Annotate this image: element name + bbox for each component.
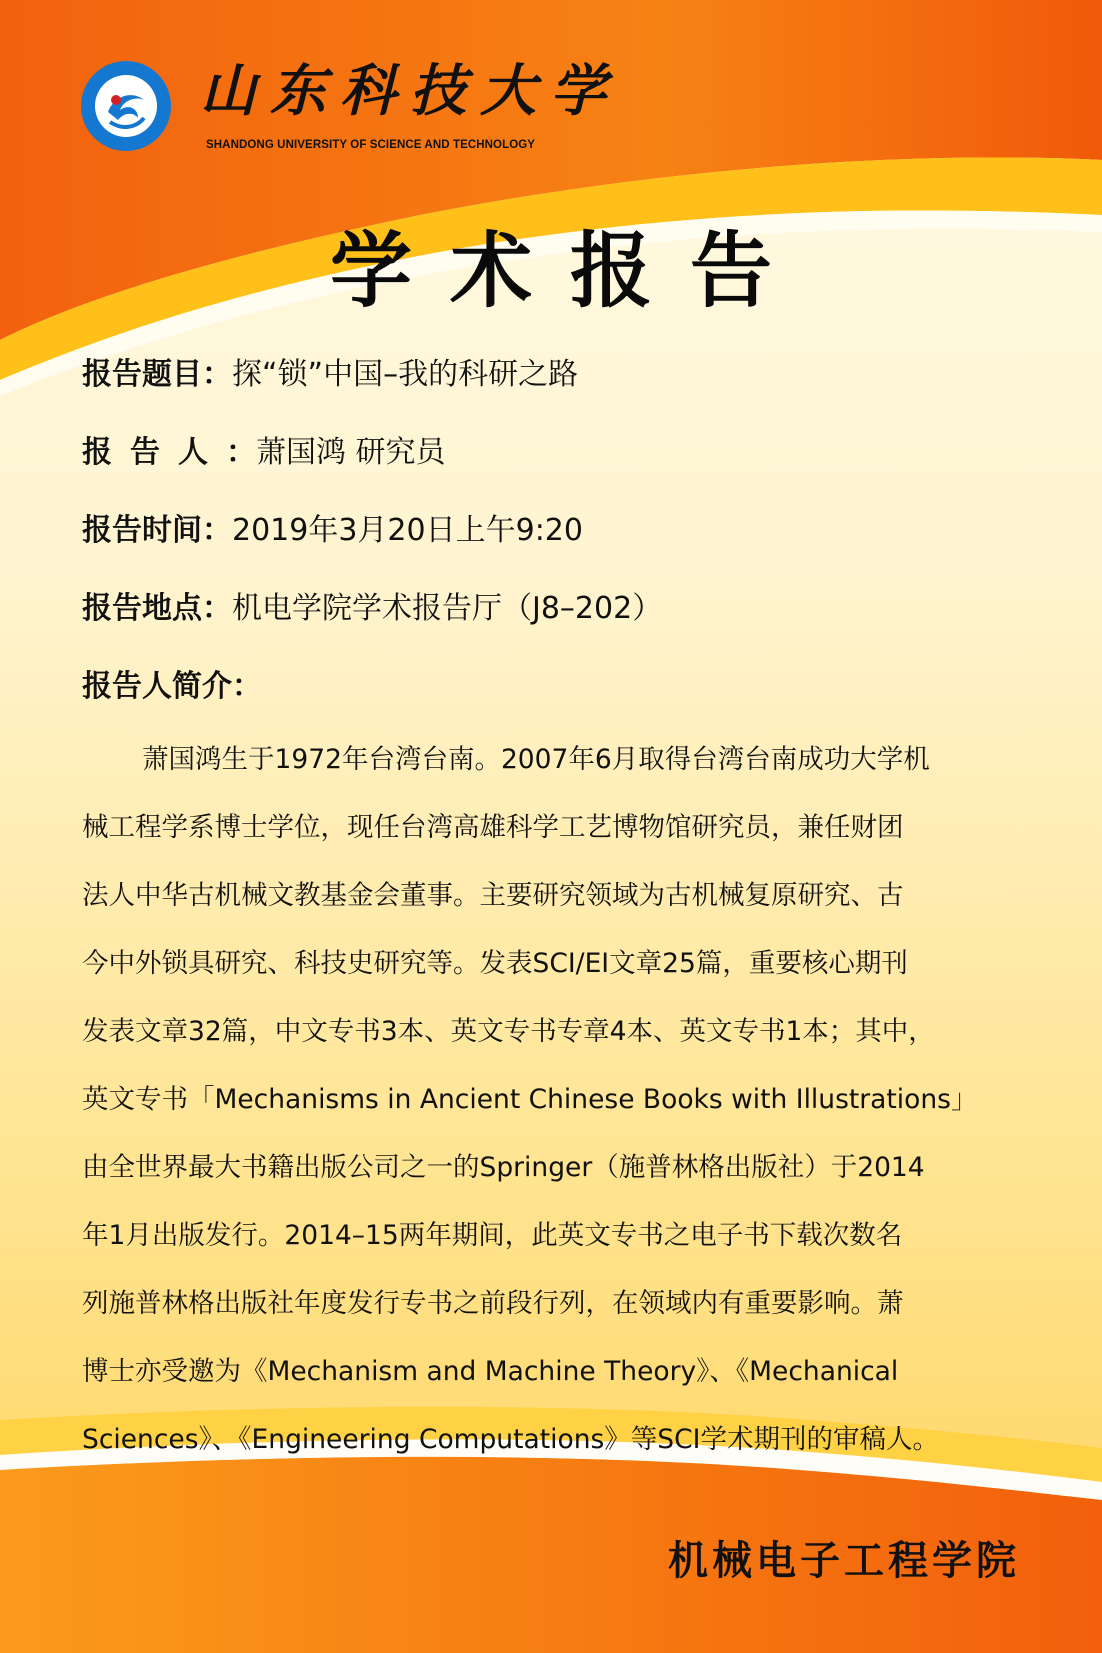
poster-title: 学术报告: [329, 224, 810, 319]
bio-line: 械工程学系博士学位，现任台湾高雄科学工艺博物馆研究员，兼任财团: [82, 812, 904, 843]
bio-line: 法人中华古机械文教基金会董事。主要研究领域为古机械复原研究、古: [82, 880, 904, 911]
topic-value: 探“锁”中国–我的科研之路: [232, 357, 579, 392]
place-label: 报告地点: [82, 591, 202, 626]
bio-line: Sciences》、《Engineering Computations》等SCI学术期刊的审稿人。: [82, 1424, 939, 1455]
topic-row: [82, 355, 578, 395]
university-seal-icon: [80, 60, 172, 152]
bio-line: 博士亦受邀为《Mechanism and Machine Theory》、《Mechanical: [82, 1356, 899, 1387]
topic-label: 报告题目: [82, 357, 202, 392]
speaker-row: [82, 433, 446, 473]
university-wordmark: 山东科技大学: [200, 58, 620, 124]
place-row: [82, 589, 662, 629]
university-english-name: SHANDONG UNIVERSITY OF SCIENCE AND TECHNOLOGY: [206, 139, 536, 151]
bio-heading-row: [82, 667, 262, 707]
bio-line: 由全世界最大书籍出版公司之一的Springer（施普林格出版社）于2014: [82, 1152, 925, 1183]
bio-line: 萧国鸿生于1972年台湾台南。2007年6月取得台湾台南成功大学机: [142, 744, 930, 775]
speaker-label: 报告人: [82, 435, 226, 470]
speaker-value: 萧国鸿 研究员: [256, 435, 446, 470]
bio-line: 英文专书「Mechanisms in Ancient Chinese Books with Illustrations」: [82, 1084, 978, 1115]
colon: ：: [226, 435, 256, 470]
colon: ：: [202, 357, 232, 392]
school-name: 机械电子工程学院: [668, 1538, 1020, 1584]
bio-line: 发表文章32篇，中文专书3本、英文专书专章4本、英文专书1本；其中，: [82, 1016, 935, 1047]
time-value: 2019年3月20日上午9:20: [232, 513, 583, 548]
place-value: 机电学院学术报告厅（J8–202）: [232, 591, 663, 626]
bio-line: 今中外锁具研究、科技史研究等。发表SCI/EI文章25篇，重要核心期刊: [82, 948, 908, 979]
colon: ：: [202, 513, 232, 548]
speaker-bio: [82, 740, 1022, 1488]
bio-line: 列施普林格出版社年度发行专书之前段行列，在领域内有重要影响。萧: [82, 1288, 904, 1319]
time-label: 报告时间: [82, 513, 202, 548]
bio-heading: 报告人简介：: [82, 669, 262, 704]
bio-line: 年1月出版发行。2014–15两年期间，此英文专书之电子书下载次数名: [82, 1220, 903, 1251]
time-row: [82, 511, 583, 551]
colon: ：: [202, 591, 232, 626]
